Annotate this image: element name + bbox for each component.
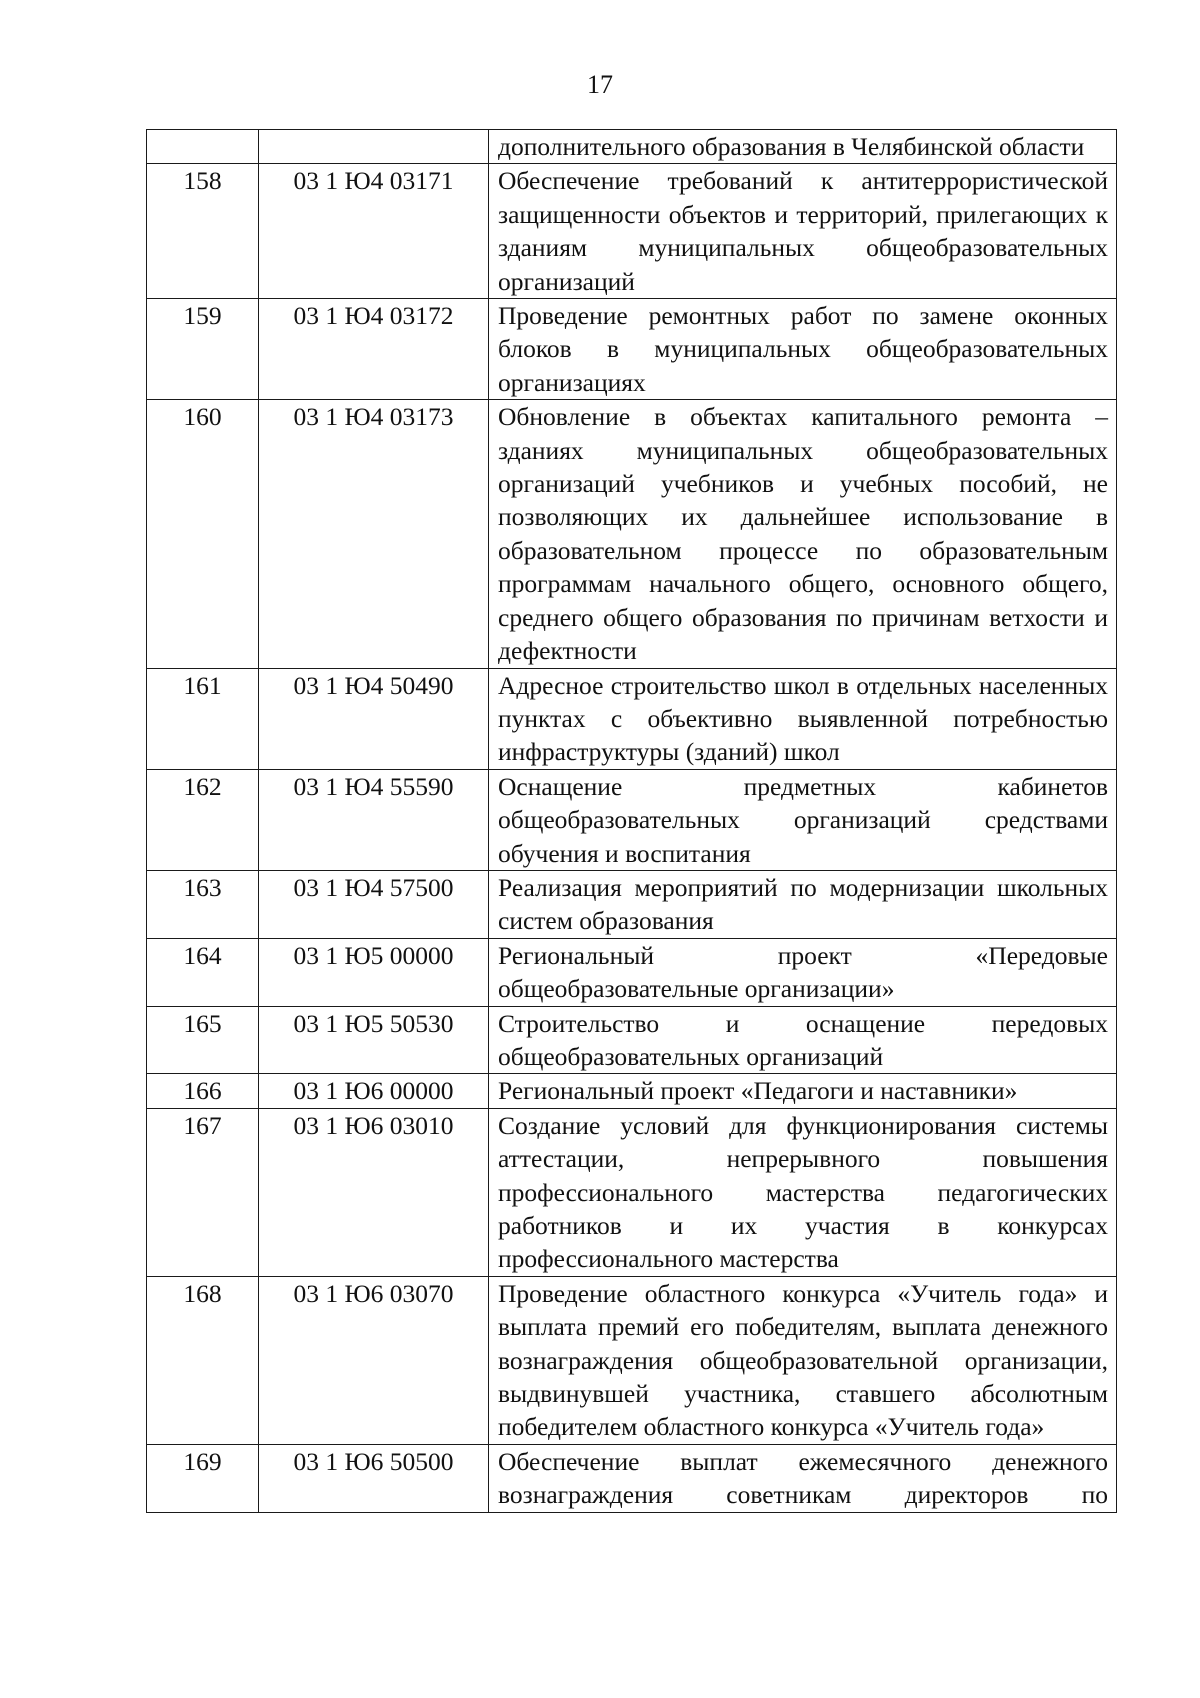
row-number-cell: 159 <box>147 299 259 400</box>
table-row <box>147 668 1117 769</box>
classification-code-cell: 03 1 Ю4 03171 <box>259 164 489 299</box>
classification-code-cell: 03 1 Ю4 03173 <box>259 400 489 668</box>
expense-name-cell: Оснащение предметных кабинетов общеобразовательных организаций средствами обучения и воспитания <box>489 769 1117 870</box>
row-number-cell <box>147 130 259 164</box>
classification-code-cell <box>259 130 489 164</box>
classification-code-cell: 03 1 Ю5 50530 <box>259 1006 489 1074</box>
expense-name-cell: Проведение областного конкурса «Учитель года» и выплата премий его победителям, выплата денежного вознаграждения общеобразовательной организации, выдвинувшей участника, ставшего абсолютным победителем областного конкурса «Учитель года» <box>489 1276 1117 1444</box>
expense-name-cell: Обновление в объектах капитального ремонта – зданиях муниципальных общеобразовательных организаций учебников и учебных пособий, не позволяющих их дальнейшее использование в образовательном процессе по образовательным программам начального общего, основного общего, среднего общего образования по причинам ветхости и дефектности <box>489 400 1117 668</box>
row-number-cell: 166 <box>147 1074 259 1108</box>
table-row <box>147 1108 1117 1276</box>
table-row <box>147 769 1117 870</box>
row-number-cell: 167 <box>147 1108 259 1276</box>
classification-code-cell: 03 1 Ю4 55590 <box>259 769 489 870</box>
row-number-cell: 161 <box>147 668 259 769</box>
table-row <box>147 938 1117 1006</box>
row-number-cell: 158 <box>147 164 259 299</box>
classification-code-cell: 03 1 Ю4 57500 <box>259 870 489 938</box>
table-body <box>147 130 1117 1513</box>
classification-code-cell: 03 1 Ю5 00000 <box>259 938 489 1006</box>
table-row <box>147 164 1117 299</box>
table-row <box>147 299 1117 400</box>
row-number-cell: 169 <box>147 1444 259 1512</box>
expense-name-cell: Обеспечение требований к антитеррористической защищенности объектов и территорий, прилегающих к зданиям муниципальных общеобразовательных организаций <box>489 164 1117 299</box>
classification-code-cell: 03 1 Ю4 03172 <box>259 299 489 400</box>
expense-name-cell: Создание условий для функционирования системы аттестации, непрерывного повышения профессионального мастерства педагогических работников и их участия в конкурсах профессионального мастерства <box>489 1108 1117 1276</box>
expense-name-cell: Адресное строительство школ в отдельных населенных пунктах с объективно выявленной потребностью инфраструктуры (зданий) школ <box>489 668 1117 769</box>
table-row <box>147 400 1117 668</box>
classification-code-cell: 03 1 Ю6 50500 <box>259 1444 489 1512</box>
table-row <box>147 870 1117 938</box>
budget-classification-table <box>146 129 1117 1513</box>
table-row <box>147 1006 1117 1074</box>
classification-code-cell: 03 1 Ю4 50490 <box>259 668 489 769</box>
expense-name-cell: Региональный проект «Передовые общеобразовательные организации» <box>489 938 1117 1006</box>
table-row <box>147 130 1117 164</box>
table-row <box>147 1074 1117 1108</box>
classification-code-cell: 03 1 Ю6 03070 <box>259 1276 489 1444</box>
expense-name-cell: Региональный проект «Педагоги и наставники» <box>489 1074 1117 1108</box>
expense-name-cell: Проведение ремонтных работ по замене оконных блоков в муниципальных общеобразовательных организациях <box>489 299 1117 400</box>
table-row <box>147 1276 1117 1444</box>
row-number-cell: 168 <box>147 1276 259 1444</box>
classification-code-cell: 03 1 Ю6 03010 <box>259 1108 489 1276</box>
row-number-cell: 164 <box>147 938 259 1006</box>
row-number-cell: 160 <box>147 400 259 668</box>
row-number-cell: 165 <box>147 1006 259 1074</box>
row-number-cell: 163 <box>147 870 259 938</box>
expense-name-cell: Реализация мероприятий по модернизации школьных систем образования <box>489 870 1117 938</box>
page-number: 17 <box>587 70 613 99</box>
expense-name-cell: Строительство и оснащение передовых общеобразовательных организаций <box>489 1006 1117 1074</box>
table-row <box>147 1444 1117 1512</box>
expense-name-cell: дополнительного образования в Челябинской области <box>489 130 1117 164</box>
row-number-cell: 162 <box>147 769 259 870</box>
expense-name-cell: Обеспечение выплат ежемесячного денежного вознаграждения советникам директоров по <box>489 1444 1117 1512</box>
classification-code-cell: 03 1 Ю6 00000 <box>259 1074 489 1108</box>
